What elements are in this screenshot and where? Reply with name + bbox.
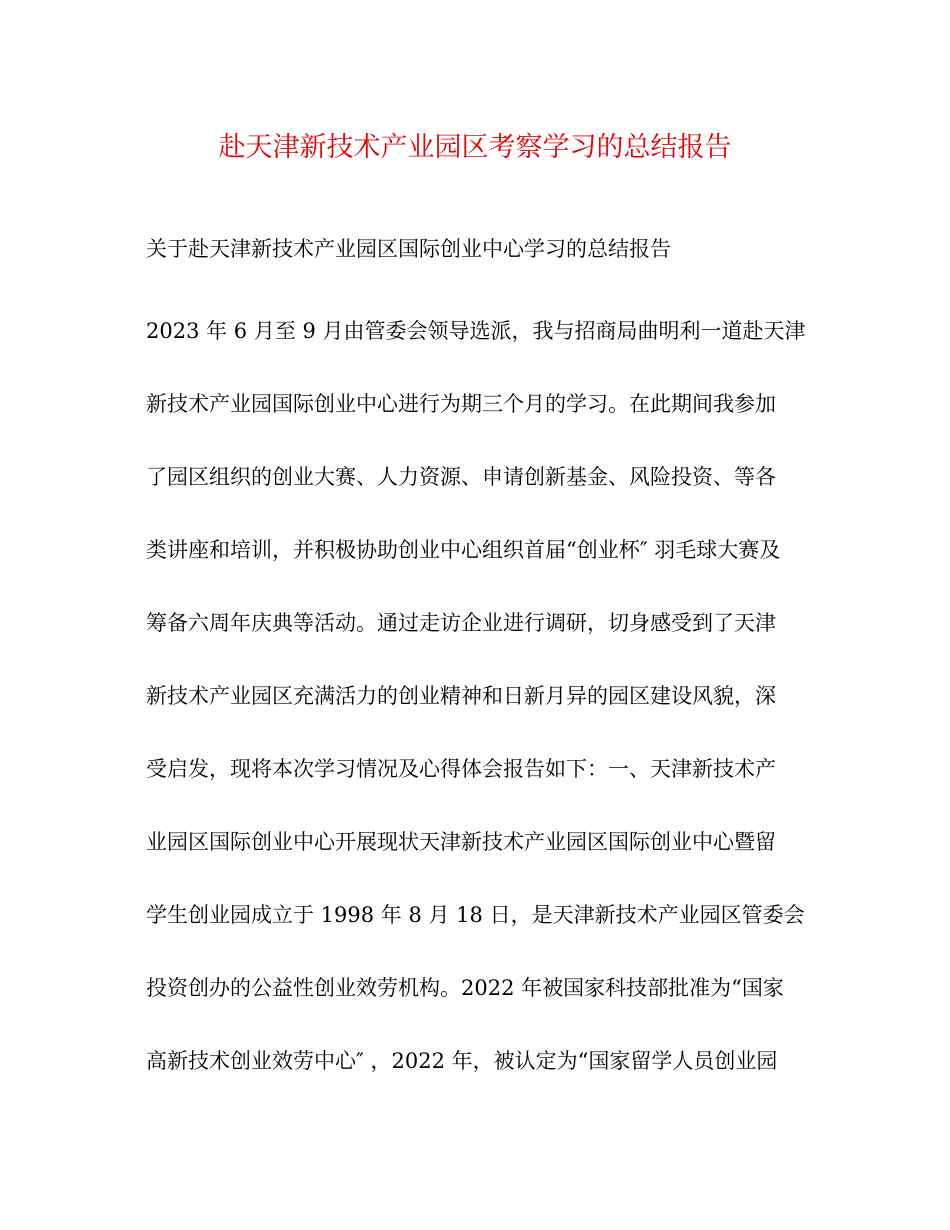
body-line: 新技术产业园区充满活力的创业精神和日新月异的园区建设风貌，深 (146, 684, 776, 708)
body-line: 高新技术创业效劳中心″ ，2022 年，被认定为“国家留学人员创业园 (146, 1049, 778, 1073)
body-line: 受启发，现将本次学习情况及心得体会报告如下：一、天津新技术产 (146, 757, 776, 781)
document-subtitle: 关于赴天津新技术产业园区国际创业中心学习的总结报告 (146, 237, 671, 261)
body-line: 2023 年 6 月至 9 月由管委会领导选派，我与招商局曲明利一道赴天津 (146, 319, 806, 343)
body-line: 投资创办的公益性创业效劳机构。2022 年被国家科技部批准为“国家 (146, 976, 784, 1000)
body-line: 业园区国际创业中心开展现状天津新技术产业园区国际创业中心暨留 (146, 830, 776, 854)
body-line: 类讲座和培训，并积极协助创业中心组织首届“创业杯″ 羽毛球大赛及 (146, 538, 781, 562)
body-line: 了园区组织的创业大赛、人力资源、申请创新基金、风险投资、等各 (146, 465, 776, 489)
document-title: 赴天津新技术产业园区考察学习的总结报告 (218, 132, 732, 163)
body-line: 新技术产业园国际创业中心进行为期三个月的学习。在此期间我参加 (146, 392, 776, 416)
body-line: 学生创业园成立于 1998 年 8 月 18 日，是天津新技术产业园区管委会 (146, 903, 805, 927)
body-line: 筹备六周年庆典等活动。通过走访企业进行调研，切身感受到了天津 (146, 611, 776, 635)
